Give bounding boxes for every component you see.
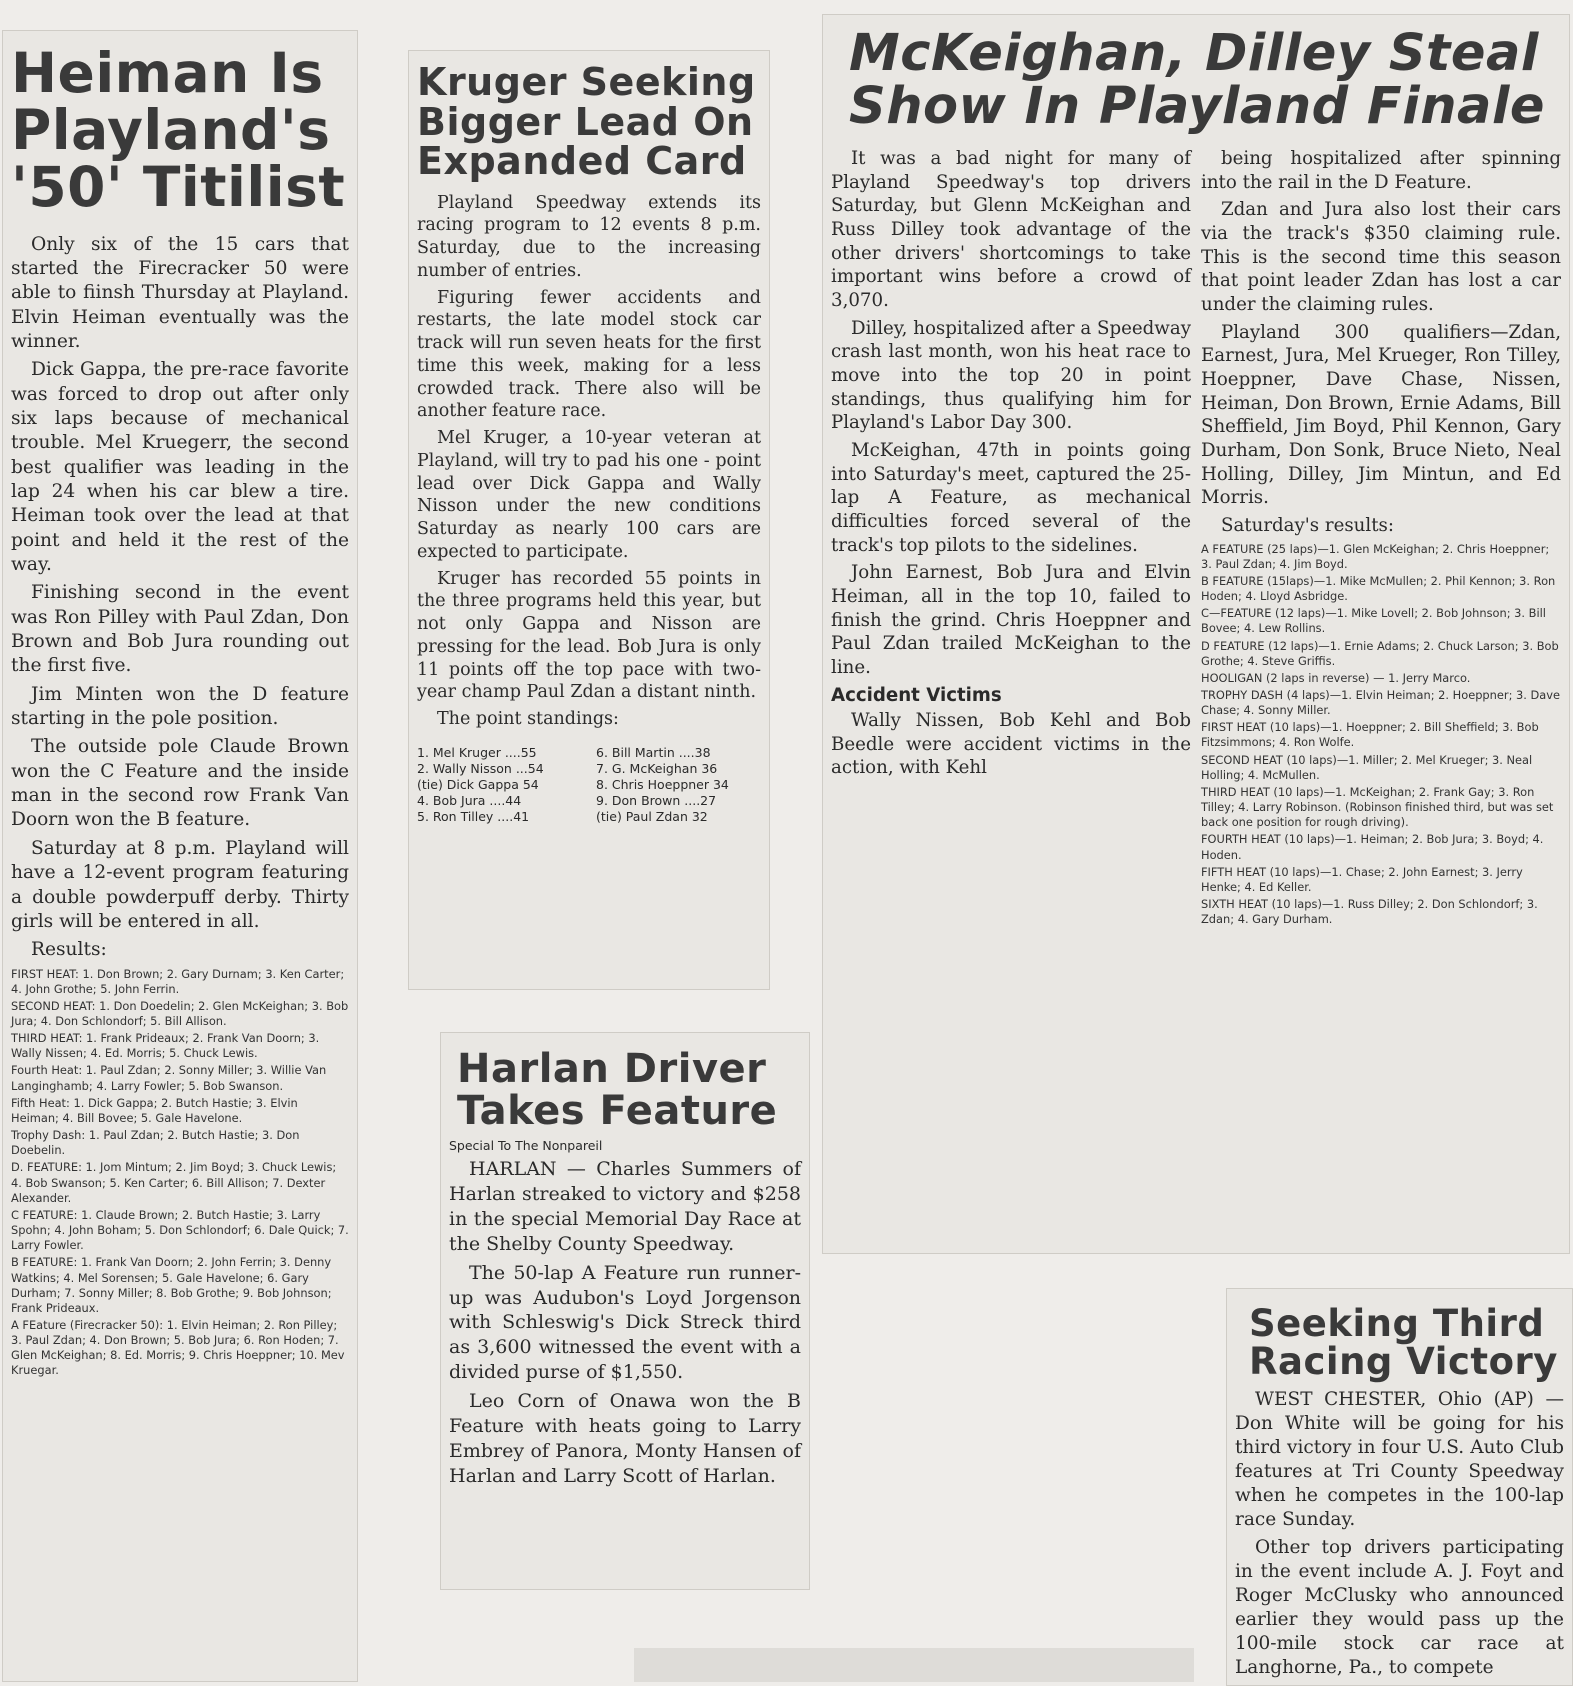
- mckeighan-clipping: [822, 14, 1570, 1254]
- results-line: D. FEATURE: 1. Jom Mintum; 2. Jim Boyd; 3. Chuck Lewis; 4. Bob Swanson; 5. Ken Carter; 6. Bill Allison; 7. Dexter Alexander.: [11, 1160, 337, 1205]
- results-line: FIFTH HEAT (10 laps)—1. Chase; 2. John Earnest; 3. Jerry Henke; 4. Ed Keller.: [1201, 864, 1523, 894]
- seeking-body: [1235, 1388, 1564, 1681]
- mckeighan-paragraph: being hospitalized after spinning into the rail in the D Feature.: [1201, 148, 1561, 193]
- results-line: D FEATURE (12 laps)—1. Ernie Adams; 2. Chuck Larson; 3. Bob Grothe; 4. Steve Griffis.: [1201, 638, 1559, 668]
- results-line: A FEATURE (25 laps)—1. Glen McKeighan; 2. Chris Hoeppner; 3. Paul Zdan; 4. Jim Boyd.: [1201, 541, 1550, 571]
- point-standings: [417, 745, 761, 825]
- harlan-body: [449, 1157, 801, 1488]
- accident-victims-subhead: Accident Victims: [831, 684, 1002, 706]
- mckeighan-col2: [1201, 147, 1561, 929]
- kruger-paragraph: The point standings:: [437, 709, 619, 730]
- standing-entry: 2. Wally Nisson ...54: [417, 760, 544, 776]
- mckeighan-paragraph: Wally Nissen, Bob Kehl and Bob Beedle were accident victims in the action, with Kehl: [831, 710, 1191, 779]
- standings-left: [417, 745, 582, 825]
- kruger-paragraph: Figuring fewer accidents and restarts, the late model stock car track will run seven heats for the first time this week, making for a less crowded track. There also will be another feature race.: [417, 287, 761, 422]
- results-line: B FEATURE: 1. Frank Van Doorn; 2. John Ferrin; 3. Denny Watkins; 4. Mel Sorensen; 5. Gale Havelone; 6. Gary Durham; 7. Sonny Miller; 8. Bob Grothe; 9. Bob Johnson; Frank Prideaux.: [11, 1255, 332, 1315]
- kruger-paragraph: Kruger has recorded 55 points in the three programs held this year, but not only Gappa and Nisson are pressing for the lead. Bob Jura is only 11 points off the top pace with two-year champ Paul Zdan a distant ninth.: [417, 568, 761, 703]
- results-line: FOURTH HEAT (10 laps)—1. Heiman; 2. Bob Jura; 3. Boyd; 4. Hoden.: [1201, 832, 1544, 862]
- results-line: Trophy Dash: 1. Paul Zdan; 2. Butch Hastie; 3. Don Doebelin.: [11, 1128, 300, 1158]
- kruger-headline: Kruger Seeking Bigger Lead On Expanded Card: [417, 60, 756, 184]
- heiman-paragraph: Only six of the 15 cars that started the Firecracker 50 were able to fiinsh Thursday at Playland. Elvin Heiman eventually was the winner.: [11, 233, 349, 352]
- kruger-paragraph: Playland Speedway extends its racing program to 12 events 8 p.m. Saturday, due to the increasing number of entries.: [417, 192, 761, 281]
- kruger-paragraph: Mel Kruger, a 10-year veteran at Playland, will try to pad his one - point lead over Dick Gappa and Wally Nisson under the new conditions Saturday as nearly 100 cars are expected to participate.: [417, 428, 761, 562]
- results-line: FIRST HEAT: 1. Don Brown; 2. Gary Durnam; 3. Ken Carter; 4. John Grothe; 5. John Ferrin.: [11, 966, 345, 996]
- seeking-paragraph: WEST CHESTER, Ohio (AP) —Don White will be going for his third victory in four U.S. Auto Club features at Tri County Speedway when he competes in the 100-lap race Sunday.: [1235, 1388, 1564, 1531]
- results-line: Fifth Heat: 1. Dick Gappa; 2. Butch Hastie; 3. Elvin Heiman; 4. Bill Bovee; 5. Gale Havelone.: [11, 1095, 298, 1125]
- mckeighan-results: [1201, 542, 1561, 928]
- heiman-paragraph: Finishing second in the event was Ron Pilley with Paul Zdan, Don Brown and Bob Jura rounding out the first five.: [11, 582, 349, 677]
- kruger-body: [417, 192, 761, 731]
- kruger-clipping: [408, 50, 770, 990]
- results-line: A FEature (Firecracker 50): 1. Elvin Heiman; 2. Ron Pilley; 3. Paul Zdan; 4. Don Brown; 5. Bob Jura; 6. Ron Hoden; 7. Glen McKeighan; 8. Ed. Morris; 9. Chris Hoeppner; 10. Mev Kruegar.: [11, 1317, 345, 1378]
- harlan-clipping: [440, 1032, 810, 1590]
- heiman-clipping: [2, 30, 358, 1682]
- harlan-paragraph: HARLAN — Charles Summers of Harlan streaked to victory and $258 in the special Memorial Day Race at the Shelby County Speedway.: [449, 1158, 801, 1255]
- mckeighan-paragraph: Saturday's results:: [1221, 514, 1394, 536]
- mckeighan-paragraph: Playland 300 qualifiers—Zdan, Earnest, Jura, Mel Krueger, Ron Tilley, Hoeppner, Dave Chase, Nissen, Heiman, Don Brown, Ernie Adams, Bill Sheffield, Jim Boyd, Phil Kennon, Gary Durham, Don Sonk, Bruce Nieto, Neal Holling, Dilley, Jim Mintun, and Ed Morris.: [1201, 321, 1561, 509]
- results-line: SIXTH HEAT (10 laps)—1. Russ Dilley; 2. Don Schlondorf; 3. Zdan; 4. Gary Durham.: [1201, 897, 1538, 927]
- standing-entry: (tie) Dick Gappa 54: [417, 776, 539, 792]
- results-line: FIRST HEAT (10 laps)—1. Hoeppner; 2. Bill Sheffield; 3. Bob Fitzsimmons; 4. Ron Wolfe.: [1201, 720, 1539, 750]
- heiman-paragraph: Jim Minten won the D feature starting in the pole position.: [11, 683, 349, 730]
- results-line: HOOLIGAN (2 laps in reverse) — 1. Jerry Marco.: [1201, 670, 1471, 685]
- mckeighan-col1: [831, 147, 1191, 929]
- results-line: Fourth Heat: 1. Paul Zdan; 2. Sonny Miller; 3. Willie Van Langinghamb; 4. Larry Fowler; 5. Bob Swanson.: [11, 1063, 327, 1093]
- results-line: C—FEATURE (12 laps)—1. Mike Lovell; 2. Bob Johnson; 3. Bill Bovee; 4. Lew Rollins.: [1201, 606, 1546, 636]
- harlan-paragraph: The 50-lap A Feature run runner-up was Audubon's Loyd Jorgenson with Schleswig's Dick Streck third as 3,600 witnessed the event with a divided purse of $1,550.: [449, 1261, 801, 1384]
- results-line: TROPHY DASH (4 laps)—1. Elvin Heiman; 2. Hoeppner; 3. Dave Chase; 4. Sonny Miller.: [1201, 687, 1561, 718]
- heiman-paragraph: The outside pole Claude Brown won the C Feature and the inside man in the second row Frank Van Doorn won the B feature.: [11, 736, 349, 831]
- heiman-body: [11, 233, 349, 963]
- heiman-results: [11, 967, 349, 1379]
- heiman-paragraph: Saturday at 8 p.m. Playland will have a 12-event program featuring a double powderpuff derby. Thirty girls will be entered in all.: [11, 837, 349, 932]
- seeking-paragraph: Other top drivers participating in the event include A. J. Foyt and Roger McClusky who announced earlier they would pass up the 100-mile stock car race at Langhorne, Pa., to compete: [1235, 1537, 1564, 1679]
- heiman-headline: Heiman Is Playland's '50' Titilist: [11, 41, 346, 220]
- standing-entry: 6. Bill Martin ....38: [596, 744, 711, 760]
- results-line: SECOND HEAT: 1. Don Doedelin; 2. Glen McKeighan; 3. Bob Jura; 4. Don Schlondorf; 5. Bill Allison.: [11, 998, 349, 1028]
- mckeighan-paragraph: It was a bad night for many of Playland Speedway's top drivers Saturday, but Glenn McKeighan and Russ Dilley took advantage of the other drivers' shortcomings to take important wins before a crowd of 3,070.: [831, 148, 1191, 311]
- results-line: SECOND HEAT (10 laps)—1. Miller; 2. Mel Krueger; 3. Neal Holling; 4. McMullen.: [1201, 752, 1533, 782]
- standing-entry: 1. Mel Kruger ....55: [417, 744, 537, 760]
- harlan-paragraph: Leo Corn of Onawa won the B Feature with heats going to Larry Embrey of Panora, Monty Hansen of Harlan and Larry Scott of Harlan.: [449, 1390, 801, 1487]
- standing-entry: 5. Ron Tilley ....41: [417, 808, 530, 824]
- seeking-clipping: [1226, 1288, 1573, 1686]
- mckeighan-paragraph: John Earnest, Bob Jura and Elvin Heiman, all in the top 10, failed to finish the grind. Chris Hoeppner and Paul Zdan trailed McKeighan to the line.: [831, 562, 1191, 678]
- results-line: THIRD HEAT: 1. Frank Prideaux; 2. Frank Van Doorn; 3. Wally Nissen; 4. Ed. Morris; 5. Chuck Lewis.: [11, 1031, 320, 1061]
- background-strip: [634, 1648, 1194, 1682]
- standing-entry: 4. Bob Jura ....44: [417, 792, 522, 808]
- mckeighan-paragraph: McKeighan, 47th in points going into Saturday's meet, captured the 25-lap A Feature, as mechanical difficulties forced several of the track's top pilots to the sidelines.: [831, 439, 1191, 556]
- mckeighan-paragraph: Zdan and Jura also lost their cars via the track's $350 claiming rule. This is the second time this season that point leader Zdan has lost a car under the claiming rules.: [1201, 199, 1561, 315]
- standing-entry: 9. Don Brown ....27: [596, 792, 717, 808]
- harlan-byline: Special To The Nonpareil: [449, 1138, 603, 1154]
- mckeighan-columns: [831, 147, 1561, 929]
- standing-entry: (tie) Paul Zdan 32: [596, 808, 708, 824]
- standings-right: [596, 745, 761, 825]
- results-line: B FEATURE (15laps)—1. Mike McMullen; 2. Phil Kennon; 3. Ron Hoden; 4. Lloyd Asbridge.: [1201, 573, 1556, 604]
- seeking-headline: Seeking Third Racing Victory: [1249, 1302, 1558, 1384]
- standing-entry: 7. G. McKeighan 36: [596, 760, 718, 776]
- results-line: THIRD HEAT (10 laps)—1. McKeighan; 2. Frank Gay; 3. Ron Tilley; 4. Larry Robinson. (Robinson finished third, but was set back one position for rough driving).: [1201, 784, 1554, 830]
- harlan-headline: Harlan Driver Takes Feature: [457, 1046, 778, 1134]
- mckeighan-headline: McKeighan, Dilley Steal Show In Playland Finale: [849, 24, 1546, 137]
- standing-entry: 8. Chris Hoeppner 34: [596, 776, 729, 792]
- mckeighan-paragraph: Dilley, hospitalized after a Speedway crash last month, won his heat race to move into the top 20 in point standings, thus qualifying him for Playland's Labor Day 300.: [831, 317, 1191, 434]
- results-line: C FEATURE: 1. Claude Brown; 2. Butch Hastie; 3. Larry Spohn; 4. John Boham; 5. Don Schlondorf; 6. Dale Quick; 7. Larry Fowler.: [11, 1207, 349, 1253]
- heiman-paragraph: Dick Gappa, the pre-race favorite was forced to drop out after only six laps because of mechanical trouble. Mel Kruegerr, the second best qualifier was leading in the lap 24 when his car blew a tire. Heiman took over the lead at that point and held it the rest of the way.: [11, 359, 349, 576]
- heiman-results-title: Results:: [31, 939, 107, 961]
